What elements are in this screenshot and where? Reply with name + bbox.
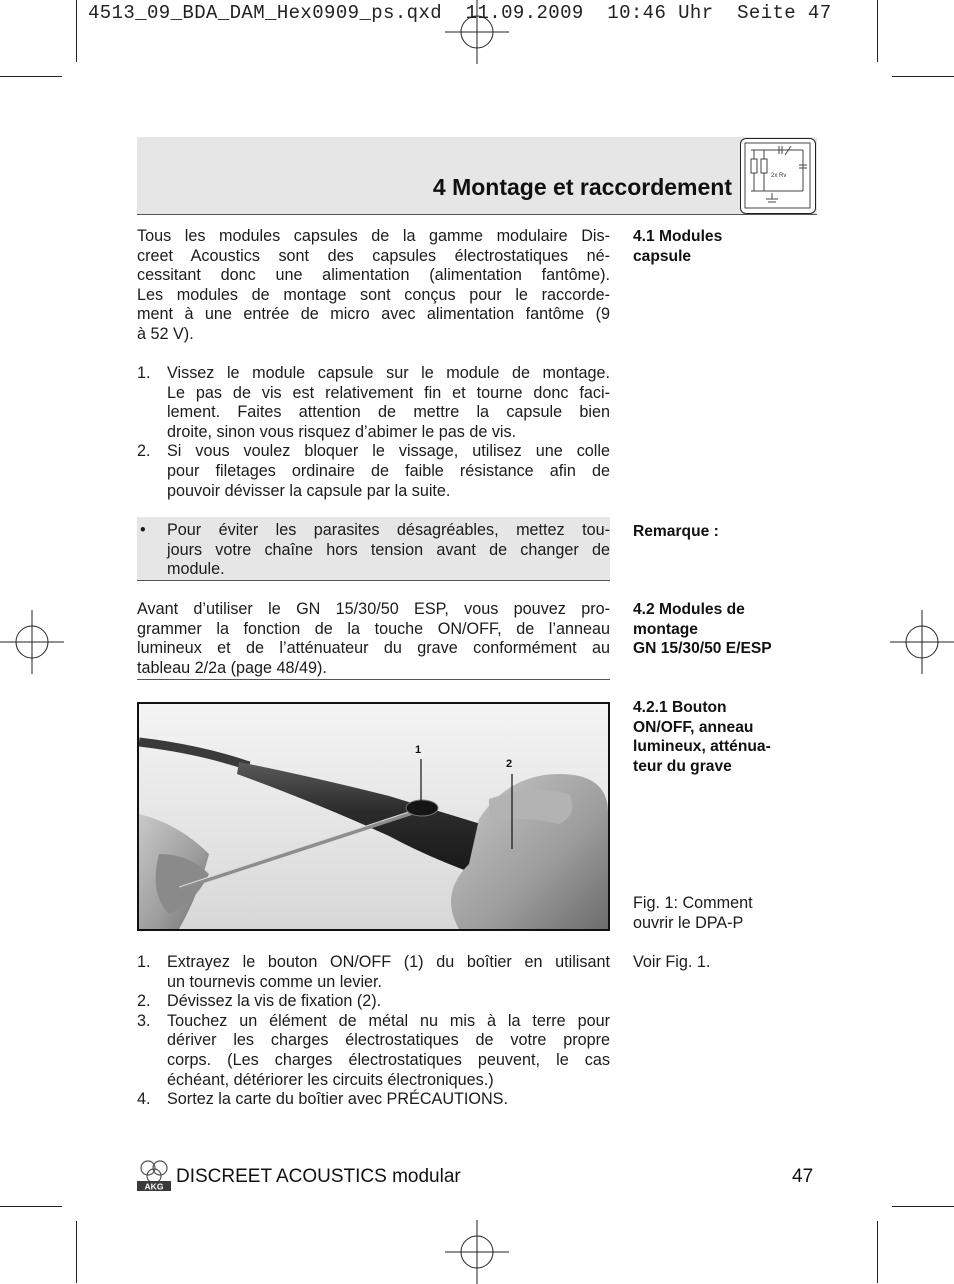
registration-mark-icon (445, 0, 509, 64)
divider (137, 679, 610, 680)
footer-product-name: DISCREET ACOUSTICS modular (176, 1166, 461, 1187)
text-line: Tous les modules capsules de la gamme modulaire Dis- (137, 227, 610, 245)
akg-logo (135, 1156, 173, 1192)
list-item: 2. Dévissez la vis de fixation (2). (137, 992, 382, 1011)
crop-mark (76, 0, 77, 62)
callout-1: 1 (415, 744, 422, 756)
text-line: lumineux et de l’atténuateur du grave conformément au (137, 639, 610, 658)
crop-mark (892, 76, 954, 77)
registration-mark-icon (0, 610, 64, 674)
list-number: 2. (137, 992, 151, 1011)
text-line: tableau 2/2a (page 48/49). (137, 658, 327, 677)
text-line: Les modules de montage sont conçus pour le raccorde- (137, 285, 610, 304)
list-number: 1. (137, 953, 151, 971)
section-4-1-steps (137, 364, 610, 501)
figure-photo (137, 702, 610, 931)
list-item: 2. Si vous voulez bloquer le vissage, utilisez une colle pour filetages ordinaire de faible résistance afin de pouvoir dévisser la capsule par la suite. (137, 442, 610, 500)
section-4-2-1-steps (137, 953, 610, 1110)
crop-mark (877, 0, 878, 62)
registration-mark-icon (445, 1220, 509, 1284)
list-item: • Pour éviter les parasites désagréables, mettez tou- jours votre chaîne hors tension avant de changer de module. (140, 521, 610, 579)
text-line: à 52 V). (137, 324, 194, 343)
section-heading-4-2-1: 4.2.1 Bouton ON/OFF, anneau lumineux, atténua- teur du grave (633, 699, 771, 775)
crop-mark (892, 1206, 954, 1207)
callout-2: 2 (506, 758, 513, 770)
list-item: 1. Extrayez le bouton ON/OFF (1) du boîtier en utilisant un tournevis comme un levier. (137, 953, 610, 991)
text-line: ment à une entrée de micro avec alimentation fantôme (9 (137, 305, 610, 324)
section-heading-4-2: 4.2 Modules de montage GN 15/30/50 E/ESP (633, 601, 772, 658)
note-list (137, 521, 610, 580)
list-number: 2. (137, 442, 151, 461)
note-heading: Remarque : (633, 523, 719, 540)
page-number: 47 (792, 1166, 814, 1187)
text-line: creet Acoustics sont des capsules électrostatiques né- (137, 246, 610, 265)
circuit-label: 2x Rv (771, 173, 787, 179)
list-item: 3. Touchez un élément de métal nu mis à la terre pour dériver les charges électrostatiques de votre propre corps. (Les charges électrostatiques peuvent, le cas échéant, détériorer les circuits électroniques.) (137, 1011, 610, 1089)
list-number: 1. (137, 364, 151, 382)
section-heading-4-1: 4.1 Modules capsule (633, 228, 723, 265)
crop-mark (0, 1206, 62, 1207)
section-4-1-intro (137, 227, 610, 345)
printer-slug: 4513_09_BDA_DAM_Hex0909_ps.qxd 11.09.2009 10:46 Uhr Seite 47 (88, 2, 832, 24)
chapter-title: 4 Montage et raccordement (432, 174, 732, 200)
crop-mark (76, 1221, 77, 1283)
registration-mark-icon (890, 610, 954, 674)
akg-logo-icon (135, 1156, 173, 1192)
figure-caption: Fig. 1: Comment ouvrir le DPA-P (633, 894, 753, 932)
text-line: cessitant donc une alimentation (alimentation fantôme). (137, 266, 610, 285)
figure-reference: Voir Fig. 1. (633, 953, 711, 971)
list-item: 4. Sortez la carte du boîtier avec PRÉCAUTIONS. (137, 1090, 508, 1109)
list-number: 3. (137, 1011, 151, 1030)
text-line: grammer la fonction de la touche ON/OFF, de l’anneau (137, 619, 610, 638)
list-item: 1. Vissez le module capsule sur le module de montage. Le pas de vis est relativement fin et tourne donc faci- lement. Faites attention de mettre la capsule bien droite, sinon vous risquez d’abimer le pas de vis. (137, 364, 610, 441)
list-number: 4. (137, 1090, 151, 1109)
svg-text:AKG: AKG (144, 1181, 164, 1192)
bullet: • (140, 521, 146, 539)
text-line: Avant d’utiliser le GN 15/30/50 ESP, vous pouvez pro- (137, 600, 610, 618)
circuit-diagram-icon (740, 138, 816, 214)
section-4-2-text (137, 600, 610, 678)
crop-mark (0, 76, 62, 77)
crop-mark (877, 1221, 878, 1283)
on-off-button (406, 800, 438, 816)
